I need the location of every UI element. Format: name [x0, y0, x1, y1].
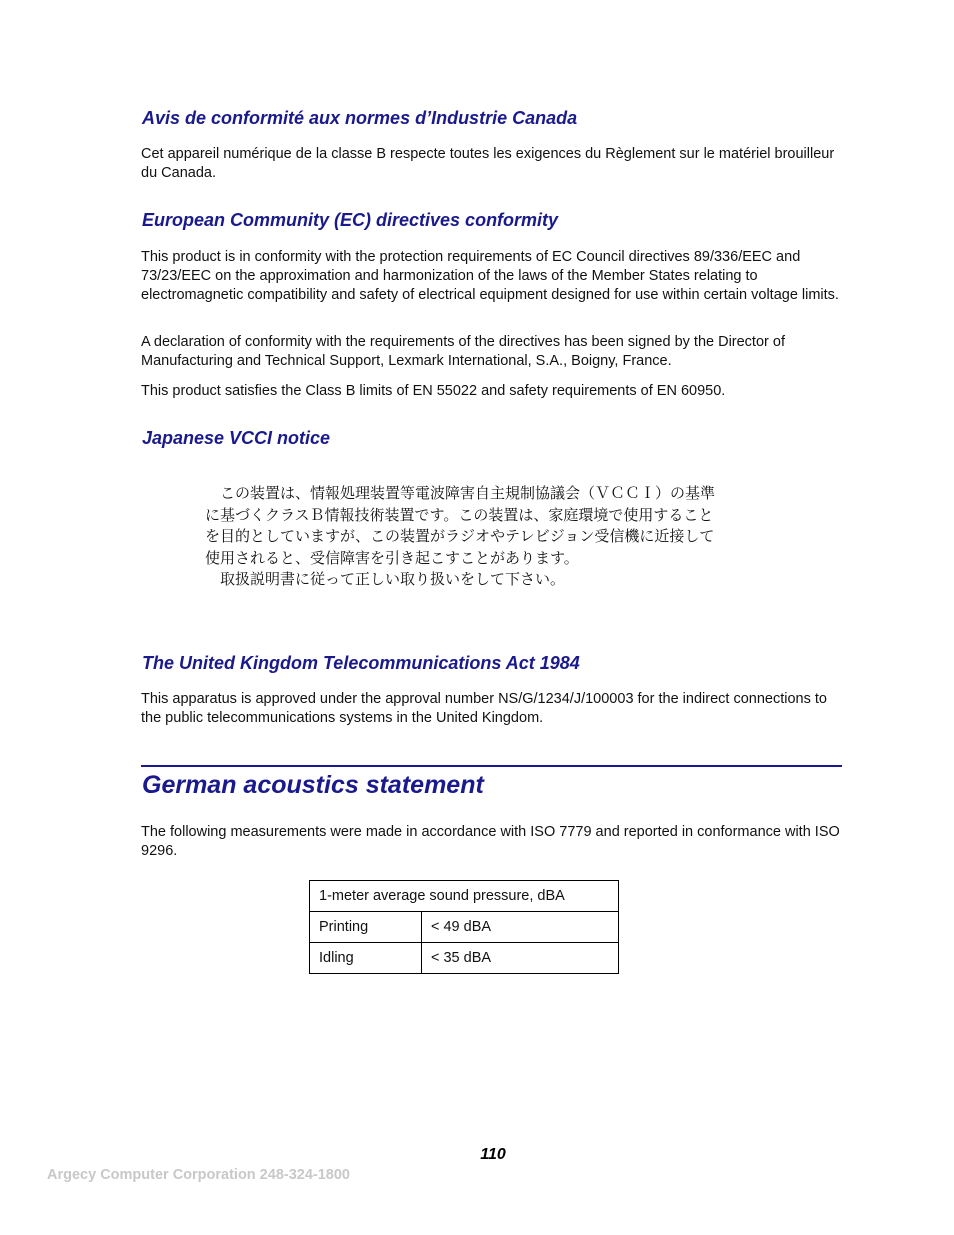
footer-watermark: Argecy Computer Corporation 248-324-1800	[47, 1167, 350, 1183]
table-header-row	[310, 881, 619, 912]
paragraph-ec-1: This product is in conformity with the protection requirements of EC Council directives 89/336/EEC and 73/23/EEC on the approximation and harmonization of the laws of the Member States relating to electromagnetic compatibility and safety of electrical equipment designed for use within certain voltage limits.	[141, 249, 839, 303]
table-cell-value: < 49 dBA	[422, 912, 619, 943]
heading-uk-telecom: The United Kingdom Telecommunications Act 1984	[142, 653, 580, 673]
paragraph-uk-telecom: This apparatus is approved under the approval number NS/G/1234/J/100003 for the indirect connections to the public telecommunications systems in the United Kingdom.	[141, 691, 827, 726]
table-row	[310, 943, 619, 974]
heading-ec-directives: European Community (EC) directives conformity	[142, 210, 559, 230]
section-title-german-acoustics: German acoustics statement	[142, 771, 484, 799]
heading-canada: Avis de conformité aux normes d’Industrie Canada	[142, 108, 578, 128]
sound-pressure-table	[309, 880, 619, 974]
paragraph-german-acoustics: The following measurements were made in accordance with ISO 7779 and reported in conformance with ISO 9296.	[141, 824, 840, 859]
paragraph-ec-2: A declaration of conformity with the requirements of the directives has been signed by the Director of Manufacturing and Technical Support, Lexmark International, S.A., Boigny, France.	[141, 334, 785, 369]
section-divider	[141, 765, 842, 767]
table-cell-mode: Printing	[310, 912, 422, 943]
paragraph-ec-3: This product satisfies the Class B limits of EN 55022 and safety requirements of EN 60950.	[141, 383, 726, 399]
table-cell-mode: Idling	[310, 943, 422, 974]
vcci-line: を目的としていますが、この装置がラジオやテレビジョン受信機に近接して	[205, 527, 715, 545]
table-row	[310, 912, 619, 943]
paragraph-canada: Cet appareil numérique de la classe B respecte toutes les exigences du Règlement sur le matériel brouilleur du Canada.	[141, 146, 835, 181]
heading-vcci: Japanese VCCI notice	[142, 428, 331, 448]
vcci-line: に基づくクラスＢ情報技術装置です。この装置は、家庭環境で使用すること	[205, 505, 714, 524]
table-cell-value: < 35 dBA	[422, 943, 619, 974]
vcci-line: 使用されると、受信障害を引き起こすことがあります。	[205, 548, 579, 567]
table-header-cell: 1-meter average sound pressure, dBA	[310, 881, 619, 912]
vcci-line: この装置は、情報処理装置等電波障害自主規制協議会（ＶＣＣＩ）の基準	[205, 484, 716, 502]
vcci-notice-japanese	[205, 483, 785, 591]
vcci-line: 取扱説明書に従って正しい取り扱いをして下さい。	[205, 570, 566, 588]
page-number: 110	[480, 1146, 506, 1163]
